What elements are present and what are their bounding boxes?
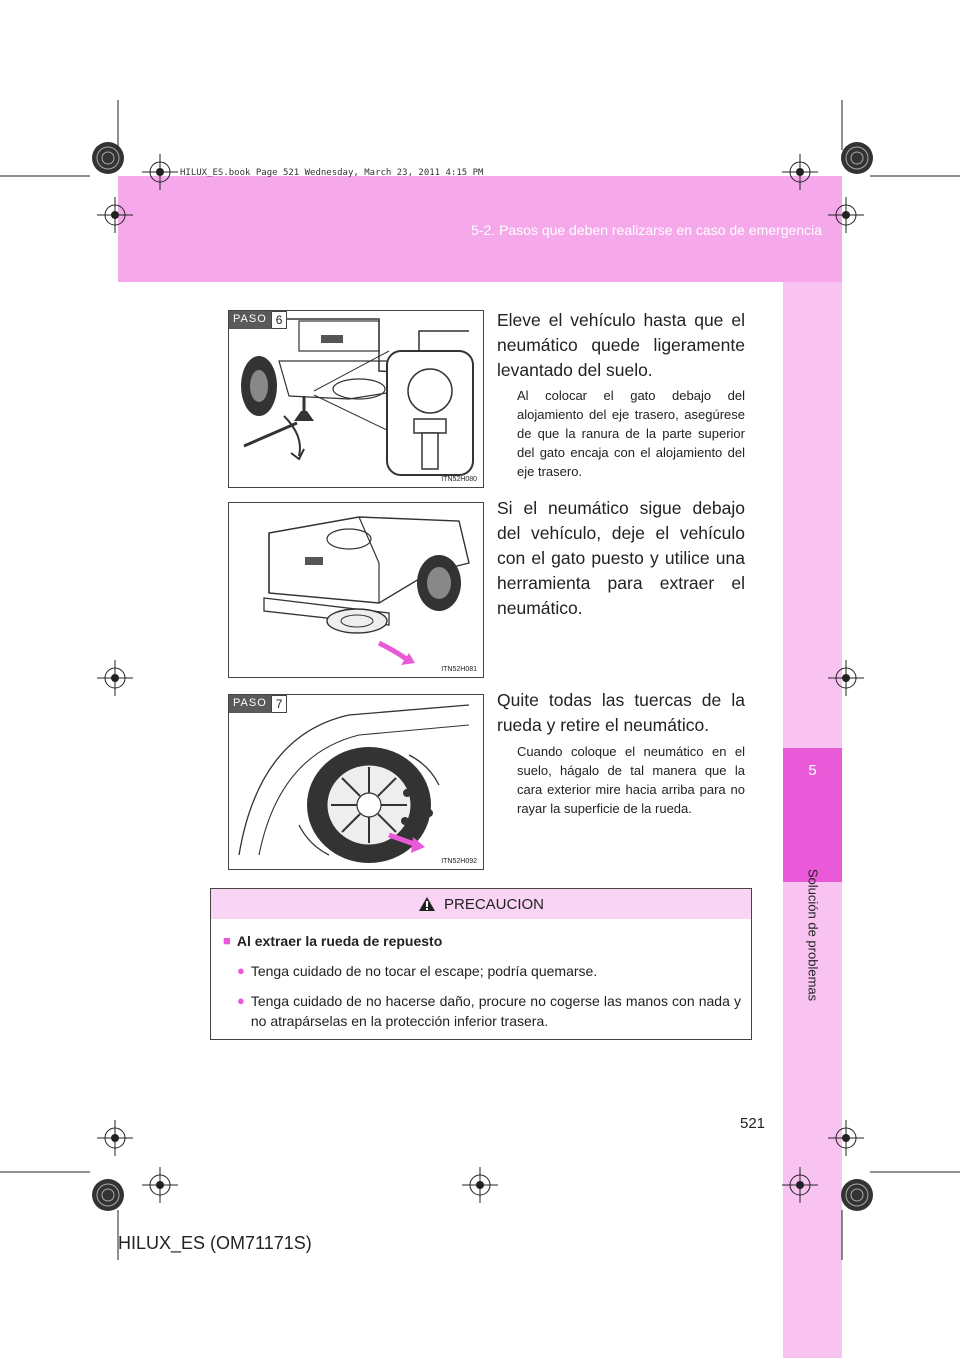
figure-code: ITN52H081 [441, 666, 477, 673]
crosshair-mark [828, 660, 864, 696]
crosshair-mark [97, 660, 133, 696]
step-6-text: Eleve el vehículo hasta que el neumático quede ligeramente levantado del suelo. [497, 310, 745, 380]
crosshair-mark [782, 1167, 818, 1203]
section-title: 5-2. Pasos que deben realizarse en caso de emergencia [471, 222, 822, 238]
step-badge-number: 7 [271, 695, 288, 713]
chapter-label-text: Solución de problemas [805, 868, 820, 1002]
figure-code: ITN52H092 [441, 858, 477, 865]
crosshair-mark [462, 1167, 498, 1203]
rosette-mark [841, 1179, 873, 1211]
footer-code: HILUX_ES (OM71171S) [118, 1233, 312, 1253]
square-bullet-icon: ■ [223, 933, 231, 948]
rosette-mark [841, 142, 873, 174]
caution-title-text: Al extraer la rueda de repuesto [236, 933, 443, 949]
crosshair-mark [828, 1120, 864, 1156]
step-badge-label: PASO [229, 311, 271, 329]
step-7-text: Quite todas las tuercas de la rueda y retire el neumático. [497, 690, 745, 735]
step-badge-label: PASO [229, 695, 271, 713]
caution-item-text: Tenga cuidado de no tocar el escape; podría quemarse. [250, 963, 598, 979]
step-7-note: Cuando coloque el neumático en el suelo, hágalo de tal manera que la cara exterior mire hacia arriba para no rayar la superficie de la rueda. [517, 744, 745, 816]
crosshair-mark [97, 1120, 133, 1156]
chapter-number: 5 [808, 762, 817, 779]
caution-item-text: Tenga cuidado de no hacerse daño, procure no cogerse las manos con nada y no atrapárselas en la protección inferior trasera. [250, 993, 741, 1029]
crosshair-mark [142, 154, 178, 190]
circle-bullet-icon: ● [237, 963, 245, 978]
step-badge-number: 6 [271, 311, 288, 329]
circle-bullet-icon: ● [237, 993, 245, 1008]
rosette-mark [92, 142, 124, 174]
step-6-note: Al colocar el gato debajo del alojamiento del eje trasero, asegúrese de que la ranura de la parte superior del gato encaja con el alojamiento del eje trasero. [517, 388, 745, 479]
figure-code: ITN52H080 [441, 476, 477, 483]
book-reference: HILUX_ES.book Page 521 Wednesday, March 23, 2011 4:15 PM [180, 168, 484, 178]
crosshair-mark [828, 197, 864, 233]
crosshair-mark [782, 154, 818, 190]
crosshair-mark [142, 1167, 178, 1203]
caution-heading: PRECAUCION [443, 895, 544, 913]
page-number: 521 [740, 1115, 766, 1132]
step-6b-text: Si el neumático sigue debajo del vehículo, deje el vehículo con el gato puesto y utilice una herramienta para extraer el neumático. [497, 498, 745, 618]
rosette-mark [92, 1179, 124, 1211]
crosshair-mark [97, 197, 133, 233]
